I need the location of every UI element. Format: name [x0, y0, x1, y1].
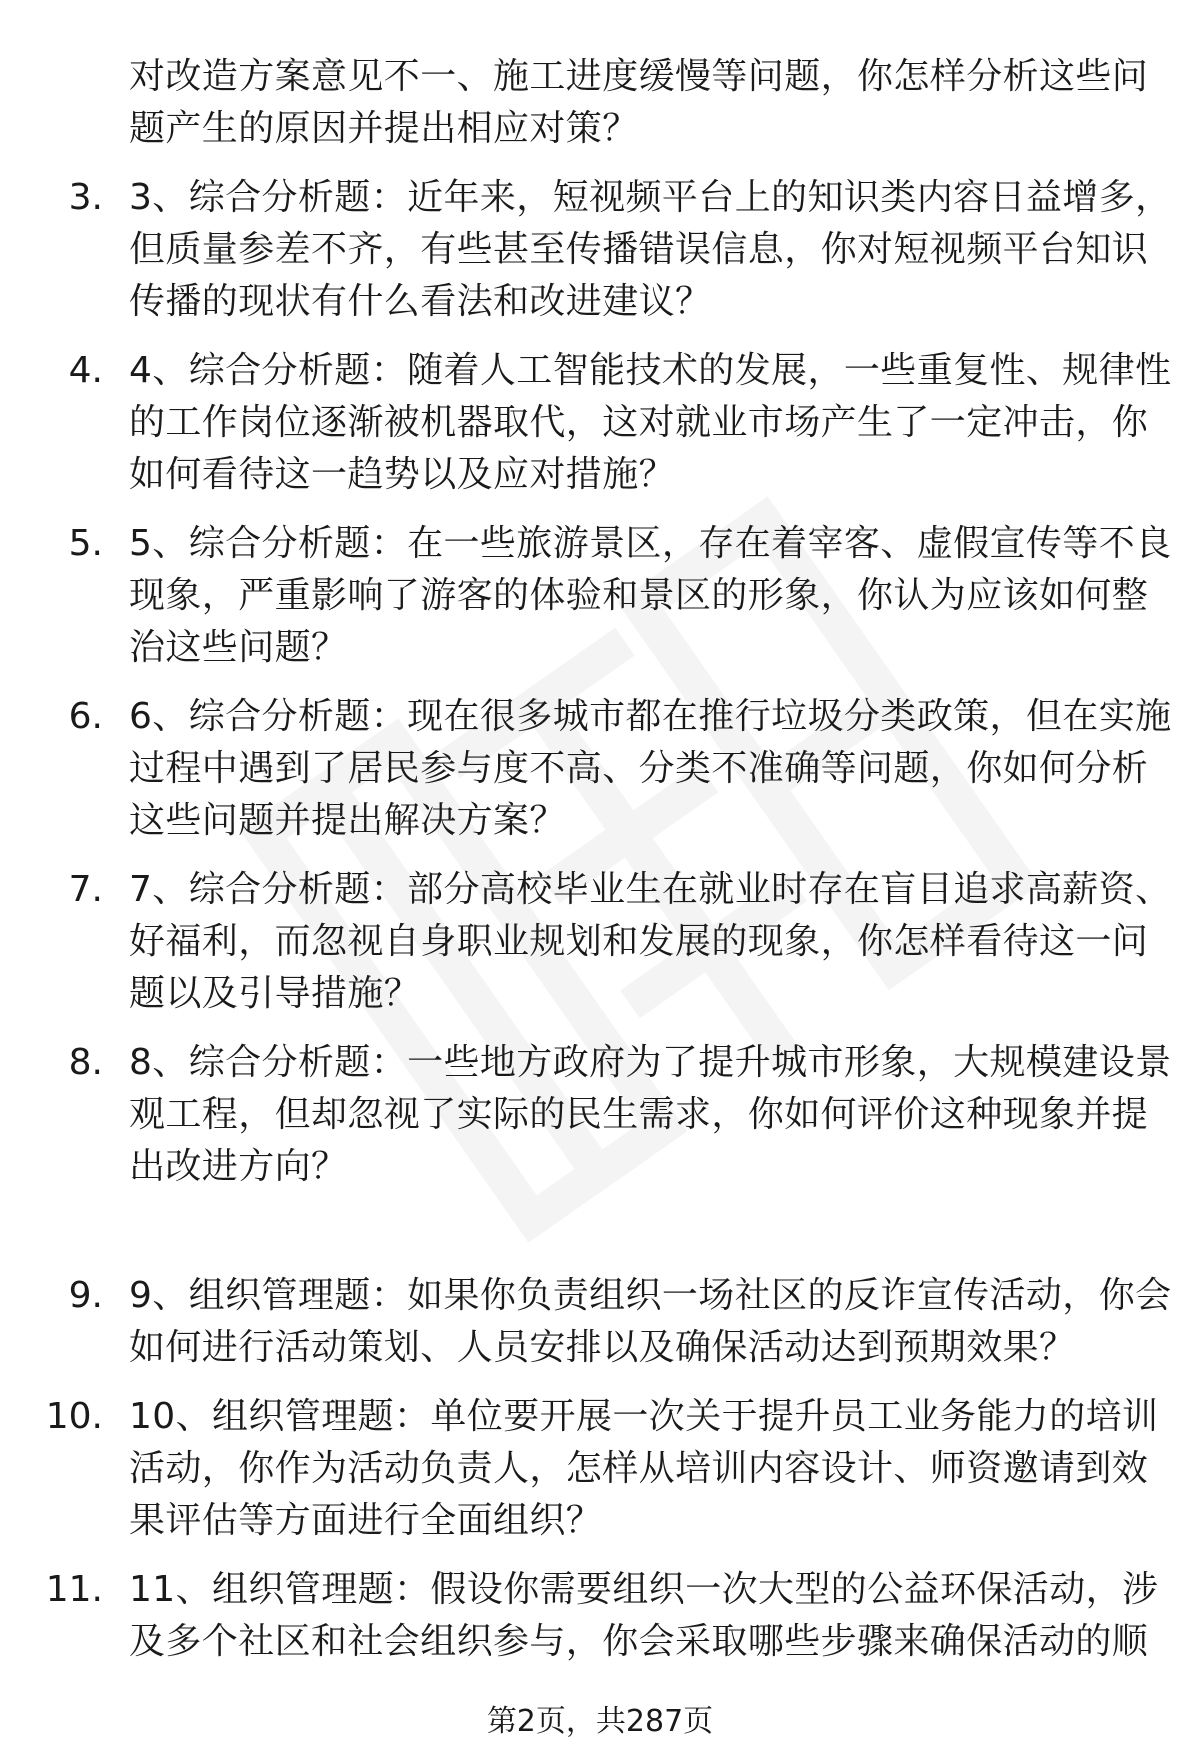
list-item-number: 4. — [68, 350, 103, 391]
list-item-line: 7、综合分析题：部分高校毕业生在就业时存在盲目追求高薪资、 — [129, 869, 1172, 910]
list-item-number: 7. — [68, 869, 103, 910]
list-item-line: 果评估等方面进行全面组织？ — [129, 1500, 603, 1541]
list-item-line: 观工程，但却忽视了实际的民生需求，你如何评价这种现象并提 — [129, 1094, 1149, 1135]
list-item-line: 4、综合分析题：随着人工智能技术的发展，一些重复性、规律性 — [129, 350, 1172, 391]
list-item-line: 9、组织管理题：如果你负责组织一场社区的反诈宣传活动，你会 — [129, 1275, 1172, 1316]
list-item-line: 8、综合分析题：一些地方政府为了提升城市形象，大规模建设景 — [129, 1042, 1172, 1083]
list-item-line: 出改进方向？ — [129, 1146, 348, 1187]
list-item-line: 传播的现状有什么看法和改进建议？ — [129, 281, 712, 322]
list-item-line: 治这些问题？ — [129, 627, 348, 668]
list-item-line: 及多个社区和社会组织参与，你会采取哪些步骤来确保活动的顺 — [129, 1621, 1149, 1662]
list-item-line: 如何看待这一趋势以及应对措施？ — [129, 454, 676, 495]
list-item-line: 题以及引导措施？ — [129, 973, 421, 1014]
continuation-line: 题产生的原因并提出相应对策？ — [129, 108, 639, 149]
list-item-number: 5. — [68, 523, 103, 564]
list-item-line: 3、综合分析题：近年来，短视频平台上的知识类内容日益增多， — [129, 177, 1172, 218]
continuation-line: 对改造方案意见不一、施工进度缓慢等问题，你怎样分析这些问 — [129, 56, 1149, 97]
list-item-line: 5、综合分析题：在一些旅游景区，存在着宰客、虚假宣传等不良 — [129, 523, 1172, 564]
list-item-line: 好福利，而忽视自身职业规划和发展的现象，你怎样看待这一问 — [129, 921, 1149, 962]
list-item-number: 8. — [68, 1042, 103, 1083]
list-item-number: 11. — [45, 1569, 103, 1610]
list-item-line: 6、综合分析题：现在很多城市都在推行垃圾分类政策，但在实施 — [129, 696, 1172, 737]
list-item-line: 但质量参差不齐，有些甚至传播错误信息，你对短视频平台知识 — [129, 229, 1149, 270]
list-item-number: 10. — [45, 1396, 103, 1437]
list-item-line: 现象，严重影响了游客的体验和景区的形象，你认为应该如何整 — [129, 575, 1149, 616]
list-item-line: 11、组织管理题：假设你需要组织一次大型的公益环保活动，涉 — [129, 1569, 1159, 1610]
list-item-line: 过程中遇到了居民参与度不高、分类不准确等问题，你如何分析 — [129, 748, 1149, 789]
list-item-number: 3. — [68, 177, 103, 218]
list-item-number: 6. — [68, 696, 103, 737]
list-item-line: 如何进行活动策划、人员安排以及确保活动达到预期效果？ — [129, 1327, 1076, 1368]
list-item-line: 10、组织管理题：单位要开展一次关于提升员工业务能力的培训 — [129, 1396, 1159, 1437]
list-item-line: 活动，你作为活动负责人，怎样从培训内容设计、师资邀请到效 — [129, 1448, 1149, 1489]
list-item-line: 这些问题并提出解决方案？ — [129, 800, 566, 841]
page-footer: 第2页，共287页 — [486, 1704, 714, 1739]
list-item-line: 的工作岗位逐渐被机器取代，这对就业市场产生了一定冲击，你 — [129, 402, 1149, 443]
list-item-number: 9. — [68, 1275, 103, 1316]
